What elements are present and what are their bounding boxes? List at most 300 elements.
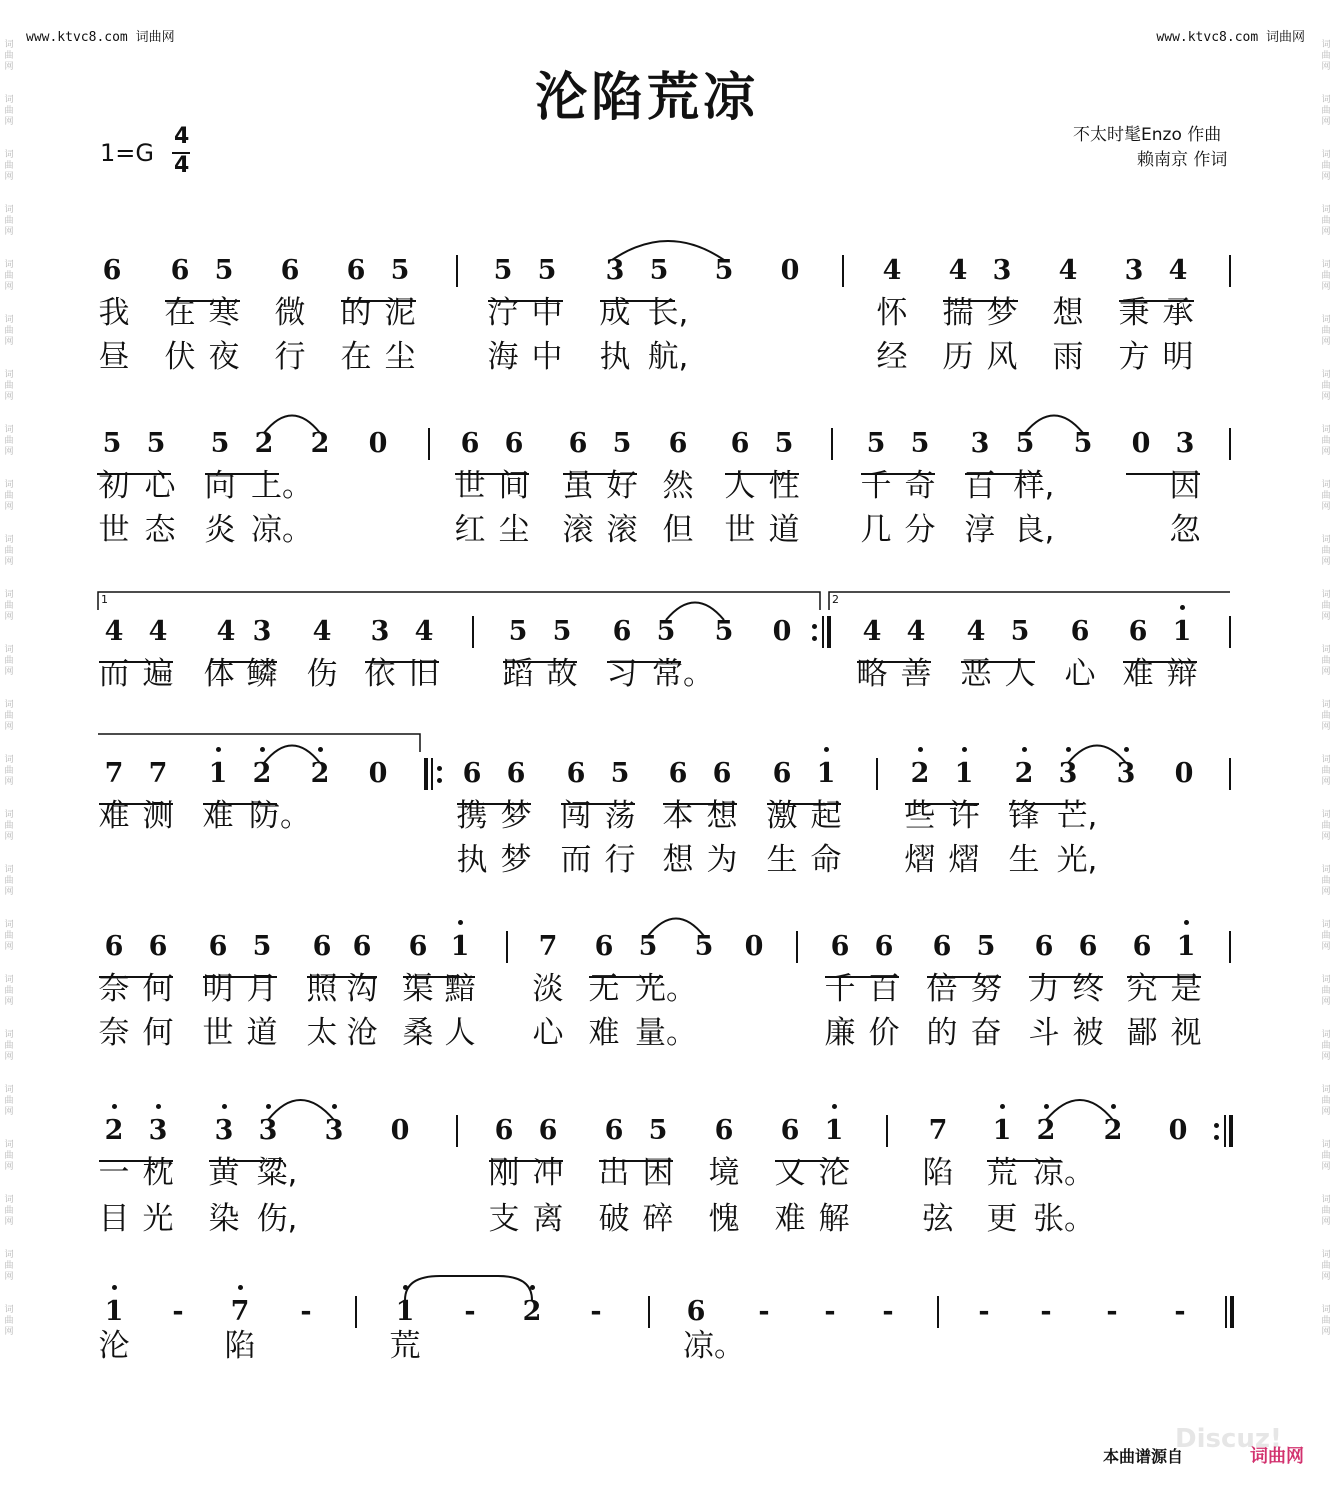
tie-arc (405, 1276, 532, 1300)
note: 5 (610, 758, 630, 789)
volta-2-label: 2 (832, 593, 839, 606)
lyric-verse1: 起 (810, 798, 842, 834)
lyric-verse1: 成 (599, 295, 631, 331)
side-watermark-left: 词 曲 网 词 曲 网 词 曲 网 词 曲 网 词 曲 网 词 曲 网 词 曲 网 词 曲 网 词 曲 网 词 曲 网 词 曲 网 词 曲 网 词 曲 网 词 曲 网 词 曲 网 词 曲 网 词 曲 网 词 曲 网 词 曲 网 词 曲 网 词 曲 网 词 曲 网 词 曲 网 词 曲 网 (4, 40, 14, 1337)
lyric-verse2: 鄙 (1126, 1015, 1158, 1051)
note: 7 (230, 1296, 250, 1327)
lyric-verse2: 熠 (948, 842, 980, 878)
discuz-watermark: Discuz! (1175, 1424, 1282, 1454)
note: 4 (882, 255, 902, 286)
lyric-verse2: 行 (604, 842, 636, 878)
lyric-verse2: 染 (208, 1201, 240, 1237)
lyric-verse2: 支 (488, 1201, 520, 1237)
note: 0 (1174, 758, 1194, 789)
note: 5 (252, 931, 272, 962)
lyric-verse1: 明 (202, 971, 234, 1007)
note: 0 (1131, 428, 1151, 459)
note: 6 (312, 931, 332, 962)
note: 6 (408, 931, 428, 962)
tie-arc (264, 746, 320, 764)
lyric-verse1: 想 (706, 798, 738, 834)
note: 5 (774, 428, 794, 459)
lyric-verse2: 滚 (562, 512, 594, 548)
lyric-verse2: 更 (986, 1201, 1018, 1237)
note: 2 (1036, 1115, 1056, 1146)
lyric-verse1: 心 (1064, 656, 1096, 692)
note: 6 (686, 1296, 706, 1327)
note: - (758, 1296, 770, 1327)
note: - (824, 1296, 836, 1327)
lyric-verse1: 究 (1126, 971, 1158, 1007)
lyric-verse2: 弦 (922, 1201, 954, 1237)
note: 6 (170, 255, 190, 286)
composer-credit: 不太时髦Enzo 作曲 (1073, 125, 1222, 145)
note: 3 (1116, 758, 1136, 789)
tie-arc (1068, 746, 1126, 764)
footer-logo: 词曲网 (1250, 1446, 1304, 1467)
note: 3 (970, 428, 990, 459)
lyric-verse1: 秉 (1118, 295, 1150, 331)
note: 5 (102, 428, 122, 459)
tie-arc (666, 603, 724, 621)
header-url-right: www.ktvc8.com 词曲网 (1156, 30, 1305, 45)
lyric-verse2: 淳 (964, 512, 996, 548)
note: 6 (462, 758, 482, 789)
lyric-verse2: 态 (144, 512, 176, 548)
lyric-verse1: 努 (970, 971, 1002, 1007)
note: 6 (712, 758, 732, 789)
lyric-verse1: 伤 (306, 656, 338, 692)
note: - (978, 1296, 990, 1327)
lyric-verse1: 向 (204, 468, 236, 504)
lyric-verse2: 视 (1170, 1015, 1202, 1051)
lyric-verse2: 命 (810, 842, 842, 878)
lyric-verse1: 在 (164, 295, 196, 331)
lyric-verse2: 明 (1162, 339, 1194, 375)
lyric-verse1: 力 (1028, 971, 1060, 1007)
lyric-verse1: 是 (1170, 971, 1202, 1007)
tie-arc (612, 241, 724, 260)
note: 1 (104, 1296, 124, 1327)
note: 2 (252, 758, 272, 789)
lyric-verse1: 光。 (635, 971, 697, 1007)
note: 6 (1070, 616, 1090, 647)
note: 6 (1132, 931, 1152, 962)
lyric-verse1: 人 (1004, 656, 1036, 692)
lyric-verse1: 激 (766, 798, 798, 834)
lyric-verse1: 样, (1013, 468, 1055, 504)
lyric-verse1: 黯 (444, 971, 476, 1007)
lyric-verse1: 百 (868, 971, 900, 1007)
note: 6 (604, 1115, 624, 1146)
note: 4 (414, 616, 434, 647)
lyric-verse2: 奈 (98, 1015, 130, 1051)
lyric-verse1: 一 (98, 1155, 130, 1191)
note: - (590, 1296, 602, 1327)
volta-bracket-2 (829, 592, 1230, 610)
note: 4 (312, 616, 332, 647)
lyric-verse1: 境 (708, 1155, 740, 1191)
note: 6 (208, 931, 228, 962)
lyric-verse1: 间 (498, 468, 530, 504)
note: - (1040, 1296, 1052, 1327)
note: 4 (948, 255, 968, 286)
lyric-verse1: 鳞 (246, 656, 278, 692)
lyric-verse1: 刚 (488, 1155, 520, 1191)
note: 7 (104, 758, 124, 789)
note: 6 (772, 758, 792, 789)
note: 5 (508, 616, 528, 647)
note: 3 (605, 255, 625, 286)
lyric-verse1: 长, (647, 295, 689, 331)
lyric-verse2: 凉。 (251, 512, 313, 548)
footer-source: 本曲谱源自 (1103, 1447, 1184, 1466)
note: 5 (210, 428, 230, 459)
note: 4 (216, 616, 236, 647)
note: 6 (780, 1115, 800, 1146)
note: 5 (714, 255, 734, 286)
header-url-left: www.ktvc8.com 词曲网 (26, 30, 175, 45)
note: 1 (824, 1115, 844, 1146)
note: 2 (1014, 758, 1034, 789)
lyric-verse2: 在 (340, 339, 372, 375)
lyric-verse2: 而 (560, 842, 592, 878)
lyric-verse1: 冲 (532, 1155, 564, 1191)
note: 1 (1176, 931, 1196, 962)
note: 1 (208, 758, 228, 789)
lyric-verse2: 世 (724, 512, 756, 548)
lyric-verse2: 价 (868, 1015, 900, 1051)
note: 5 (214, 255, 234, 286)
note: 6 (346, 255, 366, 286)
lyric-verse1: 凉。 (683, 1328, 745, 1364)
note: - (172, 1296, 184, 1327)
note: 6 (1128, 616, 1148, 647)
lyric-verse1: 梦 (986, 295, 1018, 331)
note: 1 (954, 758, 974, 789)
note: 5 (537, 255, 557, 286)
note: 4 (1058, 255, 1078, 286)
lyric-verse1: 善 (900, 656, 932, 692)
lyric-verse2: 方 (1118, 339, 1150, 375)
lyric-verse2: 忽 (1169, 512, 1201, 548)
lyric-verse1: 荒 (389, 1328, 421, 1364)
lyric-verse1: 泞 (487, 295, 519, 331)
lyric-verse1: 陷 (922, 1155, 954, 1191)
lyricist-credit: 赖南京 作词 (1137, 150, 1228, 170)
note: 2 (522, 1296, 542, 1327)
lyric-verse1: 沦 (98, 1328, 130, 1364)
lyric-verse1: 出 (598, 1155, 630, 1191)
note: 1 (816, 758, 836, 789)
lyric-verse1: 携 (456, 798, 488, 834)
lyric-verse1: 沟 (346, 971, 378, 1007)
lyric-verse2: 沧 (346, 1015, 378, 1051)
lyric-verse1: 月 (246, 971, 278, 1007)
note: 6 (668, 758, 688, 789)
note: 2 (254, 428, 274, 459)
lyric-verse2: 生 (766, 842, 798, 878)
note: 6 (874, 931, 894, 962)
note: 7 (928, 1115, 948, 1146)
time-signature-top: 4 (174, 124, 190, 149)
note: 0 (780, 255, 800, 286)
lyric-verse1: 故 (546, 656, 578, 692)
lyric-verse2: 昼 (98, 339, 130, 375)
lyric-verse1: 微 (274, 295, 306, 331)
note: 5 (910, 428, 930, 459)
lyric-verse1: 依 (364, 656, 396, 692)
note: 6 (104, 931, 124, 962)
lyric-verse2: 航, (647, 339, 689, 375)
lyric-verse1: 测 (142, 798, 174, 834)
note: 4 (104, 616, 124, 647)
lyric-verse1: 怀 (876, 295, 908, 331)
note: 4 (1168, 255, 1188, 286)
lyric-verse2: 道 (246, 1015, 278, 1051)
tie-arc (264, 416, 320, 434)
lyric-verse1: 粱, (256, 1155, 298, 1191)
note: 6 (668, 428, 688, 459)
lyric-verse2: 尘 (384, 339, 416, 375)
lyric-verse2: 红 (454, 512, 486, 548)
note: 2 (310, 428, 330, 459)
note: 5 (1015, 428, 1035, 459)
lyric-verse1: 略 (856, 656, 888, 692)
lyric-verse1: 千 (824, 971, 856, 1007)
lyric-verse1: 淡 (532, 971, 564, 1007)
lyric-verse1: 许 (948, 798, 980, 834)
lyric-verse1: 些 (904, 798, 936, 834)
lyric-verse1: 我 (98, 295, 130, 331)
note: - (300, 1296, 312, 1327)
note: 1 (450, 931, 470, 962)
note: - (1106, 1296, 1118, 1327)
lyric-verse1: 揣 (942, 295, 974, 331)
lyric-verse2: 桑 (402, 1015, 434, 1051)
lyric-verse1: 泥 (384, 295, 416, 331)
lyric-verse2: 夜 (208, 339, 240, 375)
note: 3 (258, 1115, 278, 1146)
lyric-verse1: 想 (1052, 295, 1084, 331)
note: 4 (906, 616, 926, 647)
lyric-verse1: 性 (768, 468, 800, 504)
lyric-verse1: 千 (860, 468, 892, 504)
lyric-verse1: 辩 (1166, 656, 1198, 692)
lyric-verse1: 倍 (926, 971, 958, 1007)
volta-bracket-1-cont (98, 734, 420, 752)
lyric-verse1: 梦 (500, 798, 532, 834)
note: 5 (638, 931, 658, 962)
note: 5 (649, 255, 669, 286)
lyric-verse1: 奈 (98, 971, 130, 1007)
note: 1 (992, 1115, 1012, 1146)
volta-1-label: 1 (101, 593, 108, 606)
lyric-verse1: 虽 (562, 468, 594, 504)
lyric-verse2: 经 (876, 339, 908, 375)
lyric-verse1: 陷 (224, 1328, 256, 1364)
lyric-verse2: 愧 (708, 1201, 740, 1237)
note: 3 (1058, 758, 1078, 789)
note: 6 (568, 428, 588, 459)
time-signature-bottom: 4 (174, 153, 190, 178)
lyric-verse1: 的 (340, 295, 372, 331)
lyric-verse1: 难 (202, 798, 234, 834)
lyric-verse2: 被 (1072, 1015, 1104, 1051)
lyric-verse2: 风 (986, 339, 1018, 375)
tie-arc (648, 919, 704, 937)
lyric-verse2: 滚 (606, 512, 638, 548)
lyric-verse1: 好 (606, 468, 638, 504)
note: 3 (370, 616, 390, 647)
note: 1 (1172, 616, 1192, 647)
note: 0 (772, 616, 792, 647)
lyric-verse1: 芒, (1056, 798, 1098, 834)
lyric-verse2: 海 (487, 339, 519, 375)
note: 0 (368, 758, 388, 789)
lyric-verse2: 分 (904, 512, 936, 548)
lyric-verse2: 历 (942, 339, 974, 375)
lyric-verse2: 世 (202, 1015, 234, 1051)
lyric-verse2: 执 (599, 339, 631, 375)
lyric-verse2: 光 (142, 1201, 174, 1237)
key-signature: 1=G (100, 139, 154, 167)
lyric-verse1: 沦 (818, 1155, 850, 1191)
lyric-verse2: 廉 (824, 1015, 856, 1051)
lyric-verse1: 体 (203, 656, 235, 692)
note: 3 (1124, 255, 1144, 286)
lyric-verse2: 但 (662, 512, 694, 548)
lyric-verse1: 终 (1072, 971, 1104, 1007)
lyric-verse1: 寒 (208, 295, 240, 331)
note: 5 (390, 255, 410, 286)
lyric-verse1: 恶 (960, 656, 992, 692)
lyric-verse2: 破 (598, 1201, 630, 1237)
note: 5 (866, 428, 886, 459)
note: 5 (656, 616, 676, 647)
lyric-verse2: 雨 (1052, 339, 1084, 375)
lyric-verse2: 良, (1013, 512, 1055, 548)
note: 4 (148, 616, 168, 647)
note: 6 (830, 931, 850, 962)
lyric-verse1: 凉。 (1033, 1155, 1095, 1191)
lyric-verse1: 承 (1162, 295, 1194, 331)
note: - (464, 1296, 476, 1327)
lyric-verse2: 难 (588, 1015, 620, 1051)
lyric-verse2: 伏 (164, 339, 196, 375)
note: 5 (714, 616, 734, 647)
lyric-verse2: 中 (531, 339, 563, 375)
page-title: 沦陷荒凉 (535, 68, 760, 128)
note: 7 (538, 931, 558, 962)
lyric-verse1: 常。 (652, 656, 714, 692)
note: 6 (280, 255, 300, 286)
lyric-verse2: 梦 (500, 842, 532, 878)
note: 4 (966, 616, 986, 647)
lyric-verse1: 遍 (142, 656, 174, 692)
lyric-verse2: 尘 (498, 512, 530, 548)
side-watermark-right: 词 曲 网 词 曲 网 词 曲 网 词 曲 网 词 曲 网 词 曲 网 词 曲 网 词 曲 网 词 曲 网 词 曲 网 词 曲 网 词 曲 网 词 曲 网 词 曲 网 词 曲 网 词 曲 网 词 曲 网 词 曲 网 词 曲 网 词 曲 网 词 曲 网 词 曲 网 词 曲 网 词 曲 网 (1321, 40, 1331, 1337)
note: 6 (460, 428, 480, 459)
lyric-verse1: 上。 (251, 468, 313, 504)
note: 6 (1034, 931, 1054, 962)
note: 5 (1073, 428, 1093, 459)
lyric-verse1: 无 (588, 971, 620, 1007)
note: - (1174, 1296, 1186, 1327)
lyric-verse2: 炎 (204, 512, 236, 548)
lyric-verse1: 闯 (560, 798, 592, 834)
tie-arc (1046, 1100, 1113, 1120)
note: 5 (648, 1115, 668, 1146)
tie-arc (268, 1100, 334, 1120)
lyric-verse2: 解 (818, 1201, 850, 1237)
lyric-verse1: 枕 (142, 1155, 174, 1191)
note: 0 (1168, 1115, 1188, 1146)
note: 6 (102, 255, 122, 286)
note: 5 (1010, 616, 1030, 647)
lyric-verse1: 然 (662, 468, 694, 504)
lyric-verse1: 又 (774, 1155, 806, 1191)
lyric-verse1: 本 (662, 798, 694, 834)
note: 2 (310, 758, 330, 789)
note: 0 (368, 428, 388, 459)
lyric-verse2: 世 (98, 512, 130, 548)
lyric-verse1: 渠 (402, 971, 434, 1007)
lyric-verse1: 荒 (986, 1155, 1018, 1191)
note: 6 (148, 931, 168, 962)
lyric-verse1: 荡 (604, 798, 636, 834)
note: 5 (552, 616, 572, 647)
note: 2 (910, 758, 930, 789)
lyric-verse2: 行 (274, 339, 306, 375)
lyric-verse1: 蹈 (502, 656, 534, 692)
note: 6 (352, 931, 372, 962)
lyric-verse1: 初 (98, 468, 130, 504)
note: 6 (612, 616, 632, 647)
lyric-verse2: 离 (532, 1201, 564, 1237)
lyric-verse2: 斗 (1028, 1015, 1060, 1051)
lyric-verse2: 碎 (642, 1201, 674, 1237)
lyric-verse2: 何 (142, 1015, 174, 1051)
lyric-verse1: 何 (142, 971, 174, 1007)
lyric-verse2: 生 (1008, 842, 1040, 878)
note: 6 (506, 758, 526, 789)
lyric-verse2: 量。 (635, 1015, 697, 1051)
lyric-verse2: 心 (532, 1015, 564, 1051)
lyric-verse1: 心 (144, 468, 176, 504)
lyric-verse1: 锋 (1008, 798, 1040, 834)
lyric-verse2: 想 (662, 842, 694, 878)
lyric-verse1: 奇 (904, 468, 936, 504)
lyric-verse2: 目 (98, 1201, 130, 1237)
lyric-verse2: 人 (444, 1015, 476, 1051)
lyric-verse2: 光, (1056, 842, 1098, 878)
lyric-verse2: 熠 (904, 842, 936, 878)
lyric-verse2: 伤, (256, 1201, 298, 1237)
note: 6 (504, 428, 524, 459)
lyric-verse2: 难 (774, 1201, 806, 1237)
lyric-verse2: 奋 (970, 1015, 1002, 1051)
note: 5 (493, 255, 513, 286)
lyric-verse1: 人 (724, 468, 756, 504)
lyric-verse2: 执 (456, 842, 488, 878)
lyric-verse1: 难 (1122, 656, 1154, 692)
lyric-verse1: 百 (964, 468, 996, 504)
note: 6 (494, 1115, 514, 1146)
lyric-verse1: 中 (531, 295, 563, 331)
note: 3 (148, 1115, 168, 1146)
note: - (882, 1296, 894, 1327)
